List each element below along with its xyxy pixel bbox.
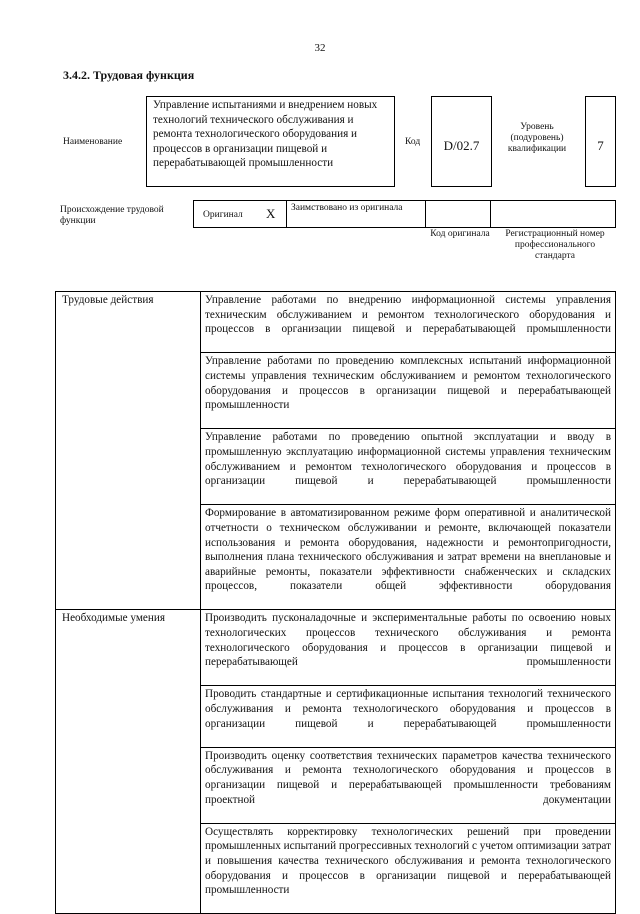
list-item: Управление работами по внедрению информационной системы управления техническим обслуживанием и ремонтом технологического оборудования и процессов в организации пищевой и перерабатывающей промышленности [201, 292, 616, 353]
function-table [55, 291, 616, 914]
name-label: Наименование [63, 137, 123, 147]
origin-code-cell [425, 200, 491, 228]
section-title: 3.4.2. Трудовая функция [63, 68, 195, 82]
list-item: Осуществлять корректировку технологических решений при проведении промышленных испытаний прогрессивных технологий с учетом оптимизации затрат и повышения качества технического обслуживания и ремонта технологического оборудования и процессов в организации пищевой и перерабатывающей промышленности [201, 823, 616, 914]
code-caption: Код оригинала [430, 229, 490, 239]
code-value: D/02.7 [443, 138, 480, 153]
page-number: 32 [314, 42, 326, 54]
row-label-skills: Необходимые умения [56, 610, 201, 914]
reg-number-cell [490, 200, 616, 228]
function-name-value: Управление испытаниями и внедрением новых технологий технического обслуживания и ремонта технологического оборудования и процессов в организации пищевой и перерабатывающей промышленности [153, 99, 378, 170]
list-item: Производить оценку соответствия технических параметров качества технического обслуживания и ремонта технологического оборудования и процессов в организации пищевой и перерабатывающей промышленности требованиям проектной документации [201, 747, 616, 823]
list-item: Производить пусконаладочные и экспериментальные работы по освоению новых технологических процессов технического обслуживания и ремонта технологического оборудования и процессов в организации пищевой и перерабатывающей промышленности [201, 610, 616, 686]
origin-label: Происхождение трудовой функции [60, 205, 164, 226]
level-value: 7 [597, 138, 604, 153]
list-item: Проводить стандартные и сертификационные испытания технологий технического обслуживания и ремонта технологического оборудования и процессов в организации пищевой и перерабатывающей промышленности [201, 686, 616, 747]
level-label: Уровень (подуровень) квалификации [507, 122, 567, 154]
row-label-actions: Трудовые действия [56, 292, 201, 610]
table-row [56, 292, 616, 353]
code-label: Код [405, 137, 421, 147]
reg-caption: Регистрационный номер профессионального стандарта [505, 229, 605, 261]
list-item: Формирование в автоматизированном режиме форм оперативной и аналитической отчетности о техническом обслуживании и ремонте, включающей показатели использования и ремонта оборудования, надежности и ремонтопригодности, выполнения плана технического обслуживания и затрат времени на внеплановые и аварийные ремонты, показатели эффективности снабженческих и складских процессов, показатели общей эффективности оборудования [201, 505, 616, 610]
borrowed-label: Заимствовано из оригинала [291, 203, 403, 213]
table-row [56, 610, 616, 686]
original-label: Оригинал [203, 210, 243, 220]
level-box [585, 96, 616, 187]
list-item: Управление работами по проведению опытной эксплуатации и вводу в промышленную эксплуатацию информационной системы управления техническим обслуживанием и ремонтом технологического оборудования и процессов в организации пищевой и перерабатывающей промышленности [201, 429, 616, 505]
original-cell [193, 200, 287, 228]
function-name-box [146, 96, 395, 187]
original-mark: X [266, 206, 276, 221]
code-box [431, 96, 492, 187]
borrowed-cell [286, 200, 426, 228]
list-item: Управление работами по проведению комплексных испытаний информационной системы управления техническим обслуживанием и ремонтом технологического оборудования и процессов в организации пищевой и перерабатывающей промышленности [201, 353, 616, 429]
